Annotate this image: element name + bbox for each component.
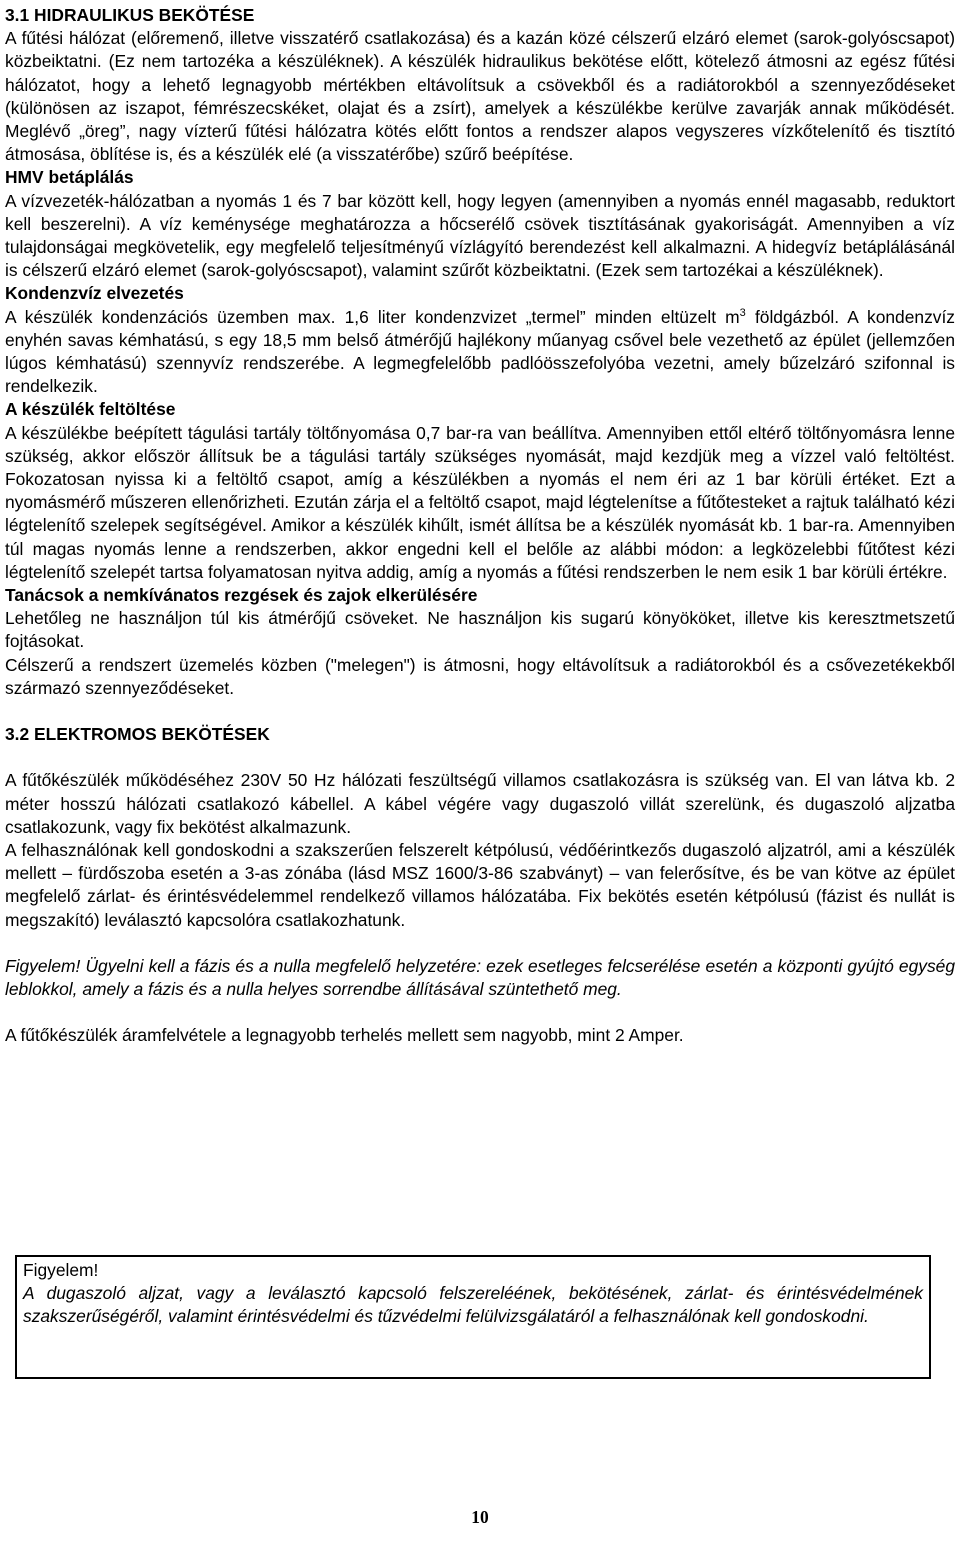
warning-box-title: Figyelem! bbox=[23, 1260, 99, 1280]
kondenz-heading: Kondenzvíz elvezetés bbox=[5, 283, 184, 304]
section-3-2-title: 3.2 ELEKTROMOS BEKÖTÉSEK bbox=[5, 724, 270, 745]
noise-paragraph-1: Lehetőleg ne használjon túl kis átmérőjű csöveket. Ne használjon kis sugarú könyököket, illetve kis keresztmetszetű fojtásokat. bbox=[5, 608, 955, 652]
hmv-heading: HMV betáplálás bbox=[5, 167, 134, 188]
spacer bbox=[5, 746, 955, 769]
spacer bbox=[5, 932, 955, 955]
electric-paragraph-1: A fűtőkészülék működéséhez 230V 50 Hz hálózati feszültségű villamos csatlakozásra is szükség van. El van látva kb. 2 méter hosszú hálózati csatlakozó kábellel. A kábel végére vagy dugaszoló villát szerelünk, és dugaszoló aljzatba csatlakozunk, vagy fix bekötést alkalmazunk. bbox=[5, 770, 955, 837]
page-number: 10 bbox=[471, 1507, 489, 1527]
warning-box bbox=[15, 1255, 931, 1379]
spacer bbox=[5, 1001, 955, 1024]
hmv-paragraph: A vízvezeték-hálózatban a nyomás 1 és 7 bar között kell, hogy legyen (amennyiben a nyomás ennél magasabb, reduktort kell beszerelni). A víz keménysége meghatározza a hőcserélő csövek tisztításának gyakoriságát. Amennyiben a víz tulajdonságai megkövetelik, egy megfelelő teljesítményű vízlágyító berendezést kell alkalmazni. A hidegvíz betáplálásánál is célszerű elzáró elemet (sarok-golyóscsapot), valamint szűrőt közbeiktatni. (Ezek sem tartozékai a készüléknek). bbox=[5, 190, 955, 281]
noise-heading: Tanácsok a nemkívánatos rezgések és zajok elkerülésére bbox=[5, 585, 478, 606]
kondenz-paragraph bbox=[5, 306, 955, 399]
warning-box-text: A dugaszoló aljzat, vagy a leválasztó kapcsoló felszereléének, bekötésének, zárlat- és érintésvédelmének szakszerűségéről, valamint érintésvédelmi és tűzvédelmi felülvizsgálatáról a felhasználónak kell gondoskodni. bbox=[23, 1283, 923, 1327]
fill-heading: A készülék feltöltése bbox=[5, 399, 176, 420]
current-paragraph: A fűtőkészülék áramfelvétele a legnagyobb terhelés mellett sem nagyobb, mint 2 Amper. bbox=[5, 1025, 684, 1046]
noise-paragraph-2: Célszerű a rendszert üzemelés közben ("melegen") is átmosni, hogy eltávolítsuk a radiátorokból és a csővezetékekből származó szennyeződéseket. bbox=[5, 654, 955, 698]
main-text bbox=[5, 4, 955, 1047]
section-3-1-title: 3.1 HIDRAULIKUS BEKÖTÉSE bbox=[5, 5, 255, 25]
warning-paragraph: Figyelem! Ügyelni kell a fázis és a nulla megfelelő helyzetére: ezek esetleges felcserélése esetén a központi gyújtó egység leblokkol, amely a fázis és a nulla helyes sorrendbe állításával szüntethető meg. bbox=[5, 955, 955, 999]
kondenz-text-b: földgázból. A kondenzvíz enyhén savas kémhatású, s egy 18,5 mm belső átmérőjű hajlékony műanyag csővel bele vezethető az épület (jellemzően lúgos kémhatású) szennyvíz rendszerébe. A legmegfelelőbb padlóösszefolyóba vezetni, amely bűzelzáró szifonnal is rendelkezik. bbox=[5, 306, 955, 397]
fill-paragraph: A készülékbe beépített tágulási tartály töltőnyomása 0,7 bar-ra van beállítva. Amennyiben ettől eltérő töltőnyomásra lenne szükség, akkor először állítsuk be a tágulási tartály szükséges nyomását, majd kezdjük meg a vízzel való feltöltést. Fokozatosan nyissa ki a feltöltő csapot, amíg a készülékben a nyomás el nem éri az 1 bar körüli értéket. Ezt a nyomásmérő műszeren ellenőrizheti. Ezután zárja el a feltöltő csapot, majd légtelenítse a fűtőtesteket a rajtuk található kézi légtelenítő szelepek segítségével. Amikor a készülék kihűlt, ismét állítsa be a készülék nyomását kb. 1 bar-ra. Amennyiben túl magas nyomás lenne a rendszerben, akkor engedni kell el belőle az alábbi módon: a legközelebbi fűtőtest kézi légtelenítő szelepét tartsa folyamatosan nyitva addig, amíg a nyomás a fűtési rendszerben le nem esik 1 bar körüli értékre. bbox=[5, 422, 955, 582]
section-3-1-intro: A fűtési hálózat (előremenő, illetve visszatérő csatlakozása) és a kazán közé célszerű elzáró elemet (sarok-golyóscsapot) közbeiktatni. (Ez nem tartozéka a készüléknek). A készülék hidraulikus bekötése előtt, kötelező átmosni az egész fűtési hálózatot, hogy a lehető legnagyobb mértékben eltávolítsuk a csövekből és a radiátorokból a szennyeződéseket (különösen az iszapot, fémrészecskéket, olajat és a zsírt), amelyek a készülékbe kerülve zavarják annak működését. Meglévő „öreg”, nagy vízterű fűtési hálózatra kötés előtt fontos a rendszer alapos vegyszeres vízkőtelenítő és tisztító átmosása, öblítése is, és a készülék elé (a visszatérőbe) szűrő beépítése. bbox=[5, 28, 955, 165]
spacer bbox=[5, 700, 955, 723]
kondenz-text-a: A készülék kondenzációs üzemben max. 1,6 liter kondenzvizet „termel” minden eltüzelt m bbox=[5, 306, 740, 327]
electric-paragraph-2: A felhasználónak kell gondoskodni a szakszerűen felszerelt kétpólusú, védőérintkezős dugaszoló aljzatról, ami a készülék mellett – fürdőszoba esetén a 3-as zónába (lásd MSZ 1600/3-86 szabványt) – van felerősítve, és be van kötve az épület megfelelő zárlat- és érintésvédelemmel rendelkező villamos hálózatába. Fix bekötés esetén kétpólusú (fázist és nullát is megszakító) leválasztó kapcsolóra csatlakozhatunk. bbox=[5, 839, 955, 930]
kondenz-superscript: 3 bbox=[739, 306, 746, 319]
